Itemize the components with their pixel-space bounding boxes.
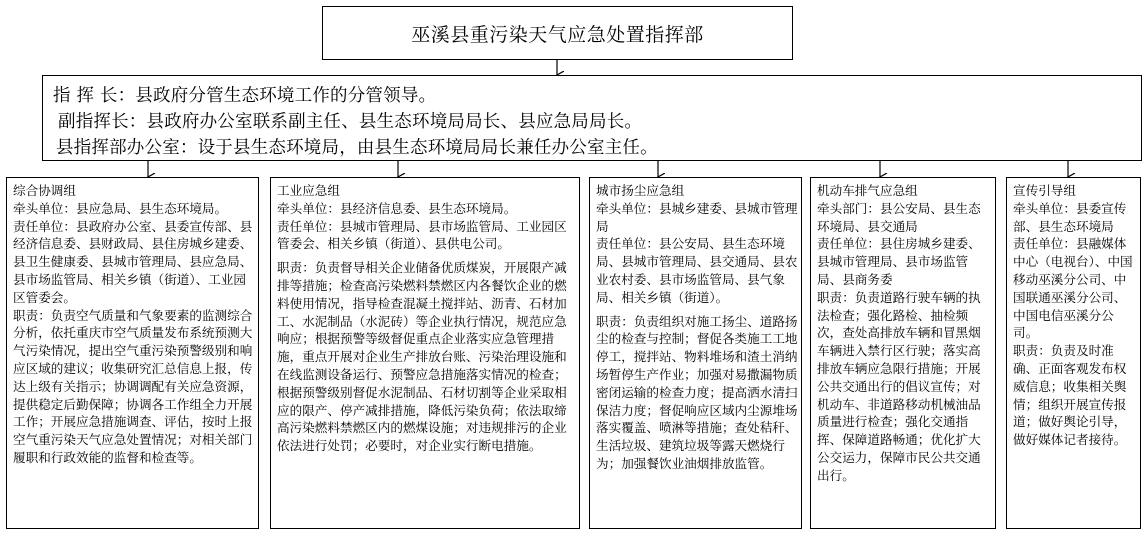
group-duties: 职责：负责组织对施工扬尘、道路扬尘的检查与控制；督促各类施工工地停工，搅拌站、物料堆场和渣土消纳场暂停生产作业；加强对易撒漏物质密闭运输的检查力度；提高洒水清扫保洁力度；督促响应区域内尘源堆场落实覆盖、喷淋等措施；查处秸秆、生活垃圾、建筑垃圾等露天燃烧行为；加强餐饮业油烟排放监管。 xyxy=(596,313,798,471)
group-responsible-units: 责任单位：县公安局、县生态环境局、县城市管理局、县交通局、县农业农村委、县市场监管局、县气象局、相关乡镇（街道）。 xyxy=(596,236,798,305)
group-duties: 职责：负责及时准确、正面客观发布权威信息；收集相关舆情；组织开展宣传报道；做好舆论引导，做好媒体记者接待。 xyxy=(1013,343,1127,448)
group-box-comprehensive-coordination xyxy=(6,177,259,529)
group-name: 城市扬尘应急组 xyxy=(596,183,685,198)
leadership-box xyxy=(42,75,1142,161)
group-duties: 职责：负责督导相关企业储备优质煤炭，开展限产减排等措施；检查高污染燃料禁燃区内各餐饮企业的燃料使用情况，指导检查混凝土搅拌站、沥青、石材加工、水泥制品（水泥砖）等企业执行情况，规范应急响应；根据预警等级督促重点企业落实应急管理措施，重点开展对企业生产排放台账、污染治理设施和在线监测设备运行、预警应急措施落实情况的检查；根据预警级别督促水泥制品、石材切割等企业采取相应的限产、停产减排措施，降低污染负荷；依法取缔高污染燃料禁燃区内的燃煤设施；对违规排污的企业依法进行处罚；必要时，对企业实行断电措施。 xyxy=(277,260,567,454)
group-lead-units: 牵头单位：县委宣传部、县生态环境局 xyxy=(1013,200,1127,234)
group-name: 工业应急组 xyxy=(277,183,340,198)
group-duties: 职责：负责空气质量和气象要素的监测综合分析，依托重庆市空气质量发布系统预测大气污染情况，提出空气重污染预警级别和响应区域的建议；收集研究汇总信息上报，传达上级有关指示；协调调配有关应急资源，提供稳定后勤保障；协调各工作组全力开展工作；开展应急措施调查、评估，按时上报空气重污染天气应急处置情况；对相关部门履职和行政效能的监督和检查等。 xyxy=(13,307,253,465)
deputy-commander-line: 副指挥长：县政府办公室联系副主任、县生态环境局局长、县应急局局长。 xyxy=(58,112,643,132)
group-lead-units: 牵头单位：县应急局、县生态环境局。 xyxy=(13,200,228,216)
group-responsible-units: 责任单位：县政府办公室、县委宣传部、县经济信息委、县财政局、县住房城乡建委、县卫生健康委、县城市管理局、县应急局、县市场监管局、相关乡镇（街道）、工业园区管委会。 xyxy=(13,218,253,305)
group-name: 宣传引导组 xyxy=(1013,183,1076,198)
commander-line: 指 挥 长：县政府分管生态环境工作的分管领导。 xyxy=(53,86,437,106)
group-box-publicity-guidance xyxy=(1006,177,1141,529)
group-name: 机动车排气应急组 xyxy=(817,183,918,198)
org-title: 巫溪县重污染天气应急处置指挥部 xyxy=(411,23,704,46)
group-lead-units: 牵头单位：县城乡建委、县城市管理局 xyxy=(596,200,798,234)
org-title-box xyxy=(322,6,793,60)
group-name: 综合协调组 xyxy=(13,183,76,198)
group-responsible-units: 责任单位：县融媒体中心（电视台）、中国移动巫溪分公司、中国联通巫溪分公司、中国电信巫溪分公司。 xyxy=(1013,236,1133,341)
group-lead-units: 牵头单位：县经济信息委、县生态环境局。 xyxy=(277,200,517,216)
command-office-line: 县指挥部办公室：设于县生态环境局，由县生态环境局局长兼任办公室主任。 xyxy=(56,138,658,158)
group-responsible-units: 责任单位：县城市管理局、县市场监管局、工业园区管委会、相关乡镇（街道）、县供电公司。 xyxy=(277,218,567,252)
group-box-vehicle-exhaust xyxy=(810,177,996,529)
group-box-industrial-emergency xyxy=(270,177,580,529)
group-responsible-units: 责任单位：县住房城乡建委、县城市管理局、县市场监管局、县商务委 xyxy=(817,236,981,287)
group-duties: 职责：负责道路行驶车辆的执法检查；强化路检、抽检频次，查处高排放车辆和冒黑烟车辆进入禁行区行驶；落实高排放车辆应急限行措施；开展公共交通出行的倡议宣传；对机动车、非道路移动机械油品质量进行检查；强化交通指挥、保障道路畅通；优化扩大公交运力，保障市民公共交通出行。 xyxy=(817,289,981,483)
group-box-urban-dust xyxy=(589,177,802,529)
group-lead-units: 牵头部门：县公安局、县生态环境局、县交通局 xyxy=(817,200,981,234)
